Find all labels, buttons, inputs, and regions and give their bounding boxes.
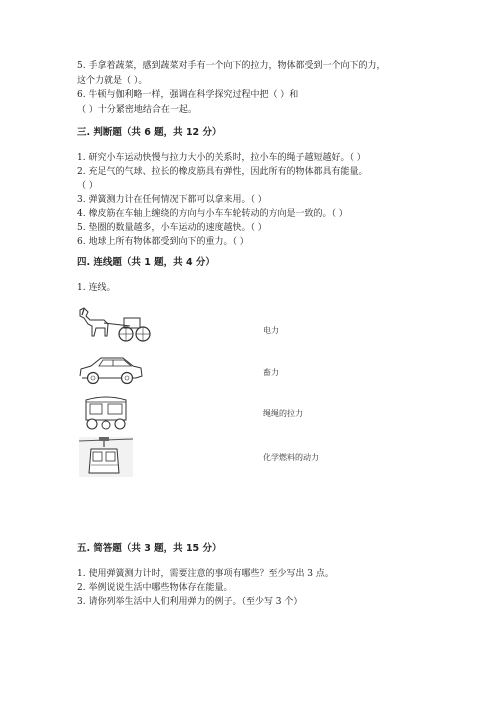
judge-item-4: 4. 橡皮筋在车轴上缠绕的方向与小车车轮转动的方向是一致的。（ ） [77,209,348,219]
judge-item-2: 2. 充足气的气球、拉长的橡皮筋具有弹性，因此所有的物体都具有能量。 [77,167,368,177]
label-rope-pull: 绳绳的拉力 [263,409,303,418]
connect-instruction: 1. 连线。 [77,283,116,293]
q5-line1: 5. 手拿着蔬菜，感到蔬菜对手有一个向下的拉力，物体都受到一个向下的力， [77,61,386,71]
q6-line1: 6. 牛顿与伽利略一样，强调在科学探究过程中把（ ）和 [77,90,299,100]
q6-line2: （ ）十分紧密地结合在一起。 [77,105,197,115]
q5-line2: 这个力就是（ ）。 [77,76,148,86]
label-fuel-power: 化学燃料的动力 [263,453,319,462]
short-answer-3: 3. 请你列举生活中人们利用弹力的例子。（至少写 3 个） [77,597,303,607]
label-electric: 电力 [263,326,279,335]
judge-item-5: 5. 垫圈的数量越多，小车运动的速度越快。（ ） [77,223,267,233]
rickshaw-image [80,394,132,432]
short-answer-2: 2. 举例说说生活中哪些物体存在能量。 [77,583,233,593]
section3-title: 三. 判断题（共 6 题，共 12 分） [77,127,222,138]
short-answer-1: 1. 使用弹簧测力计时，需要注意的事项有哪些？至少写出 3 点。 [77,569,334,579]
judge-item-6: 6. 地球上所有物体都受到向下的重力。（ ） [77,237,249,247]
horse-cart-image [74,306,154,344]
label-animal-power: 畜力 [263,368,279,377]
section4-title: 四. 连线题（共 1 题，共 4 分） [77,257,215,268]
judge-item-1: 1. 研究小车运动快慢与拉力大小的关系时，拉小车的绳子越短越好。（ ） [77,153,366,163]
car-image [77,352,145,388]
cable-car-image [79,437,133,477]
judge-item-3: 3. 弹簧测力计在任何情况下都可以拿来用。（ ） [77,195,267,205]
judge-item-2-blank: （ ） [77,181,98,191]
section5-title: 五. 简答题（共 3 题，共 15 分） [77,543,222,554]
